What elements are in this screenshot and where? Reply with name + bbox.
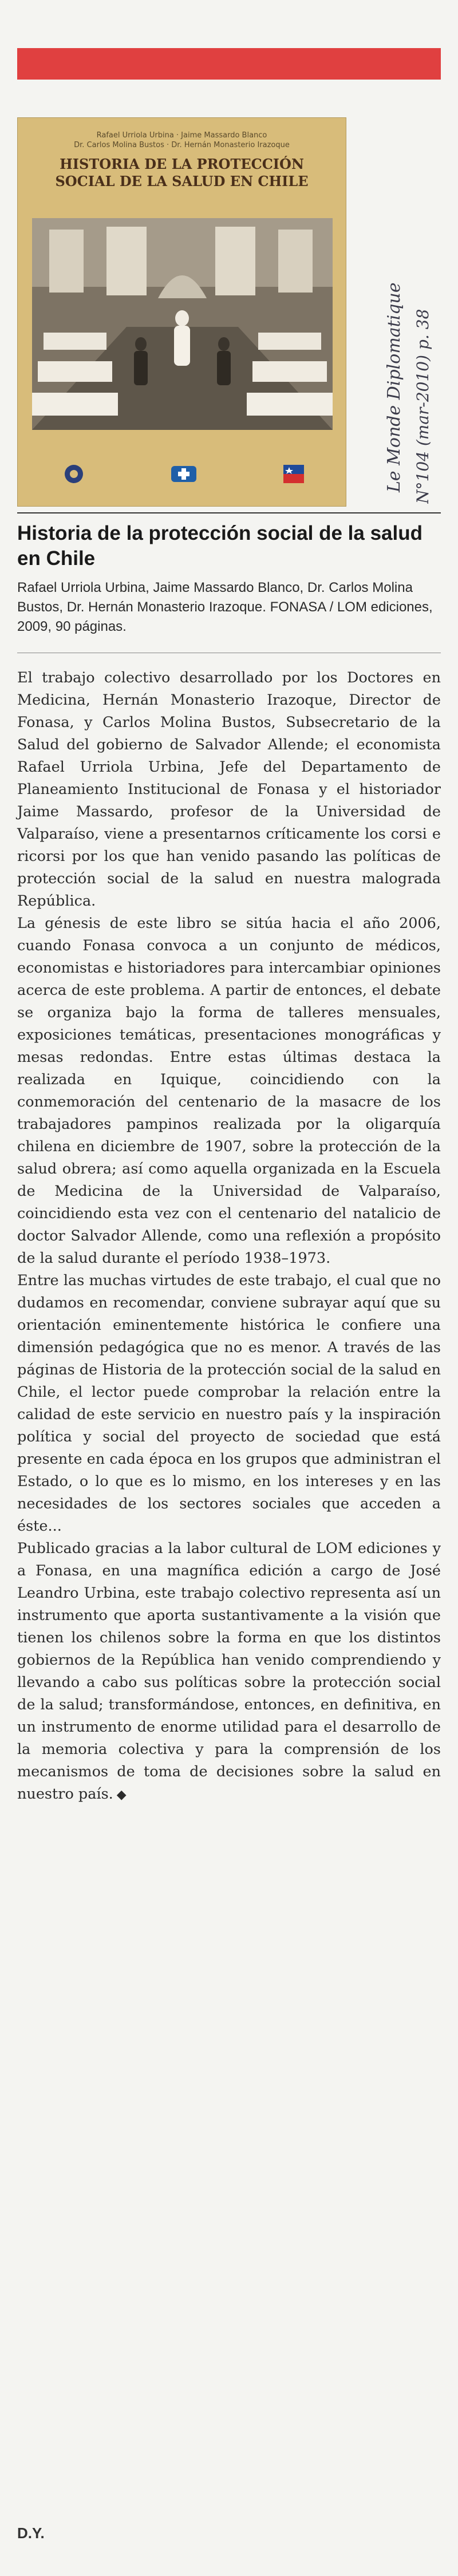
- cover-authors-line1: Rafael Urriola Urbina · Jaime Massardo Blanco: [96, 131, 267, 140]
- cover-ward-photo: [32, 218, 333, 430]
- end-mark: ◆: [116, 1788, 127, 1802]
- lom-logo-icon: [58, 461, 90, 487]
- handwritten-line1: Le Monde Diplomatique: [384, 282, 404, 492]
- top-divider: [17, 512, 441, 513]
- book-cover: [17, 117, 346, 507]
- book-meta: [17, 578, 441, 637]
- cover-logos: [58, 461, 310, 488]
- handwritten-source-note: [366, 172, 444, 504]
- author-signature: D.Y.: [17, 2524, 45, 2542]
- book-publisher: FONASA / LOM ediciones, 2009, 90 páginas.: [17, 599, 433, 634]
- review-body: [17, 667, 441, 1806]
- review-paragraph-last: [17, 1538, 441, 1806]
- review-paragraph: Entre las muchas virtudes de este trabajo, el cual que no dudamos en recomendar, conviene subrayar aquí que su orientación eminentemente histórica le confiere una dimensión pedagógica que no es menor. A través de las páginas de Historia de la protección social de la salud en Chile, el lector puede comprobar la relación entre la calidad de este servicio en nuestro país y la inspiración política y social del proyecto de sociedad que está presente en cada época en los grupos que administran el Estado, o lo que es lo mismo, en los intereses y en las necesidades de los sectores sociales que acceden a éste...: [17, 1272, 441, 1535]
- red-header-band: [17, 48, 441, 80]
- cover-title: HISTORIA DE LA PROTECCIÓN SOCIAL DE LA SALUD EN CHILE: [55, 156, 309, 189]
- handwritten-line2: N°104 (mar-2010) p. 38: [413, 309, 432, 504]
- review-paragraph: El trabajo colectivo desarrollado por los Doctores en Medicina, Hernán Monasterio Irazoque, Director de Fonasa, y Carlos Molina Bustos, Subsecretario de la Salud del gobierno de Salvador Allende; el economista Rafael Urriola Urbina, Jefe del Departamento de Planeamiento Institucional de Fonasa y el historiador Jaime Massardo, profesor de la Universidad de Valparaíso, viene a presentarnos críticamente los corsi e ricorsi por los que han venido pasando las políticas de protección social de la salud en nuestra malograda República.: [17, 669, 441, 910]
- fonasa-logo-icon: [168, 461, 200, 487]
- cover-authors: [41, 131, 323, 150]
- book-title: Historia de la protección social de la salud en Chile: [17, 522, 423, 570]
- book-authors: Rafael Urriola Urbina, Jaime Massardo Blanco, Dr. Carlos Molina Bustos, Dr. Hernán Monasterio Irazoque.: [17, 580, 413, 615]
- review-paragraph: La génesis de este libro se sitúa hacia el año 2006, cuando Fonasa convoca a un conjunto de médicos, economistas e historiadores para intercambiar opiniones acerca de este problema. A partir de entonces, el debate se organiza bajo la forma de talleres mensuales, exposiciones temáticas, presentaciones monográficas y mesas redondas. Entre estas últimas destaca la realizada en Iquique, coincidiendo con la conmemoración del centenario de la masacre de los trabajadores pampinos realizada por la oligarquía chilena en diciembre de 1907, sobre la protección de la salud obrera; así como aquella organizada en la Escuela de Medicina de la Universidad de Valparaíso, coincidiendo esta vez con el centenario del natalicio de doctor Salvador Allende, como una reflexión a propósito de la salud durante el período 1938–1973.: [17, 915, 441, 1267]
- chile-government-logo-icon: [278, 461, 310, 487]
- review-paragraph-text: Publicado gracias a la labor cultural de LOM ediciones y a Fonasa, en una magnífica edición a cargo de José Leandro Urbina, este trabajo colectivo representa así un instrumento que aporta sustantivamente a la visión que tienen los chilenos sobre la forma en que los distintos gobiernos de la República han venido comprendiendo y llevando a cabo sus políticas sobre la protección social de la salud; transformándose, entonces, en definitiva, en un instrumento de enorme utilidad para el desarrollo de la memoria colectiva y para la comprensión de los mecanismos de toma de decisiones sobre la salud en nuestro país.: [17, 1540, 441, 1803]
- cover-authors-line2: Dr. Carlos Molina Bustos · Dr. Hernán Monasterio Irazoque: [74, 141, 290, 149]
